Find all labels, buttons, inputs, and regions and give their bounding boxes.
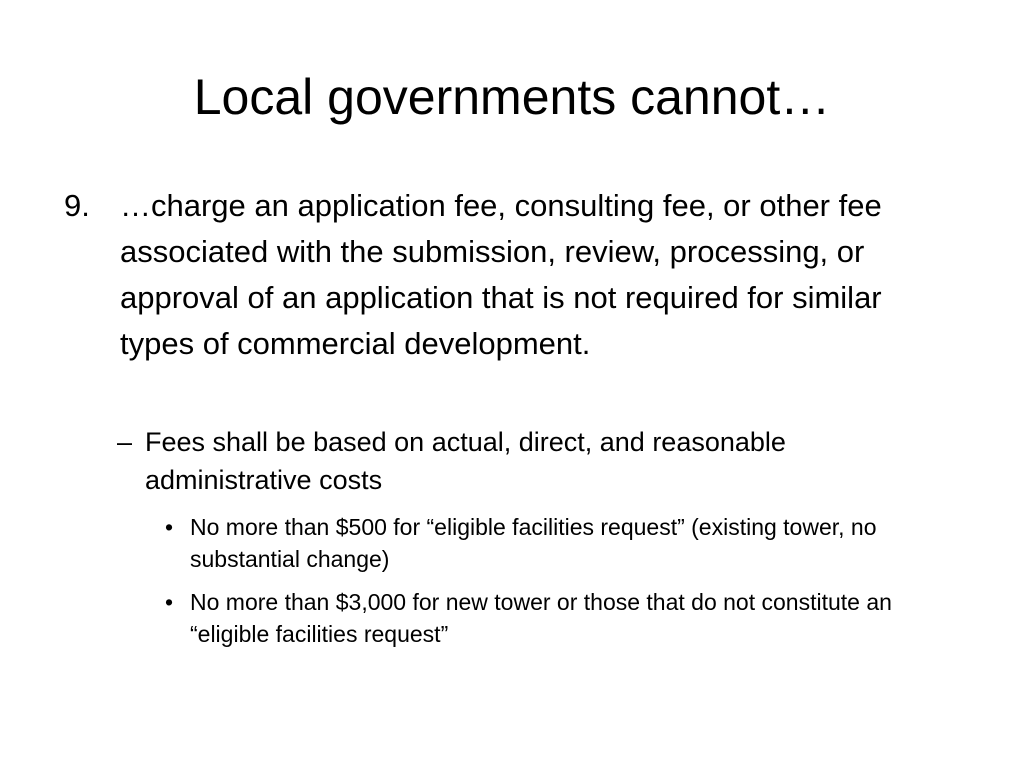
numbered-item — [64, 183, 964, 367]
bullet-icon: • — [165, 589, 174, 615]
slide-title: Local governments cannot… — [193, 69, 831, 125]
item-text: …charge an application fee, consulting fee, or other fee associated with the submission, review, processing, or approval of an application that is not required for similar types of commercial development. — [120, 188, 882, 361]
dash-marker: – — [117, 427, 133, 457]
bullet-item — [165, 586, 955, 650]
bullet-item — [165, 511, 955, 575]
sub-item — [117, 423, 957, 499]
bullet-text: No more than $500 for “eligible facilities request” (existing tower, no substantial change) — [190, 514, 877, 572]
sub-item-text: Fees shall be based on actual, direct, and reasonable administrative costs — [145, 427, 786, 495]
bullet-icon: • — [165, 514, 174, 540]
item-number: 9. — [64, 188, 90, 223]
bullet-text: No more than $3,000 for new tower or those that do not constitute an “eligible facilities request” — [190, 589, 892, 647]
